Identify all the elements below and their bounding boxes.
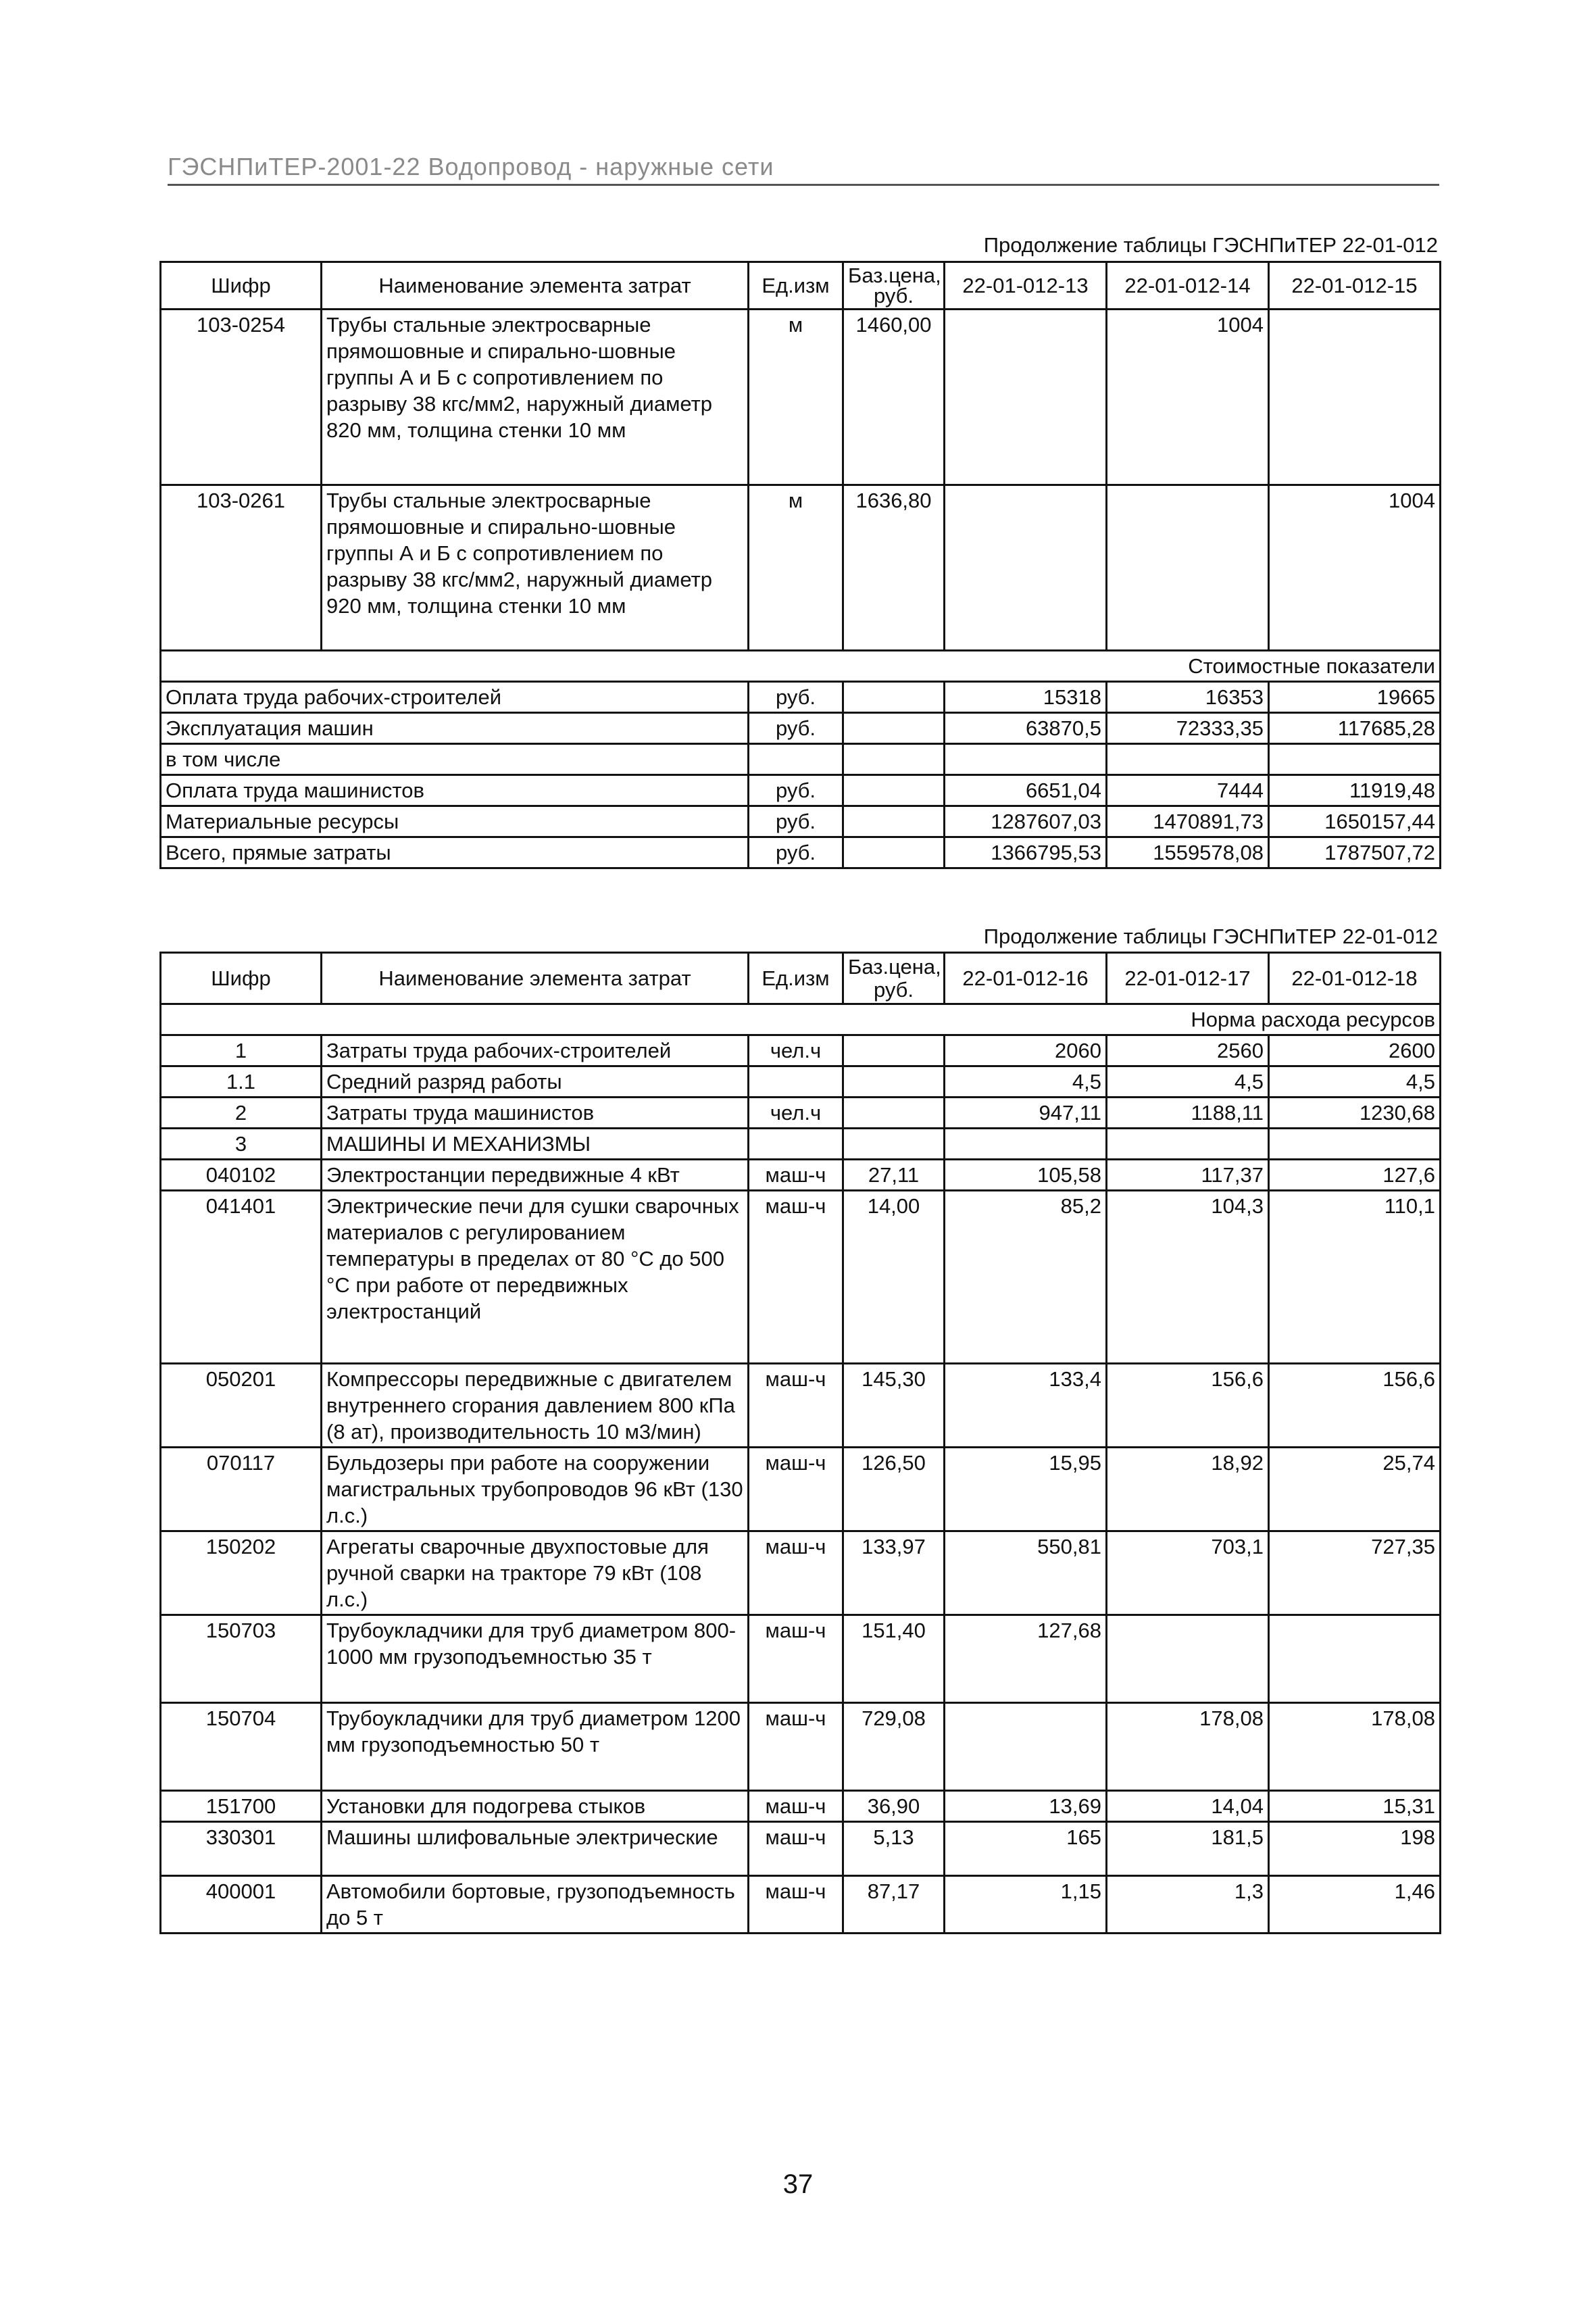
cost-price <box>843 713 945 744</box>
value-16 <box>945 1129 1107 1160</box>
value-14: 16353 <box>1107 682 1269 713</box>
col-header-unit: Ед.изм <box>749 262 843 310</box>
resource-name: Затраты труда машинистов <box>322 1098 749 1129</box>
value-18: 198 <box>1269 1822 1441 1876</box>
table1-caption: Продолжение таблицы ГЭСНПиТЕР 22-01-012 <box>983 233 1438 257</box>
value-15: 1650157,44 <box>1269 806 1441 837</box>
value-17: 104,3 <box>1107 1191 1269 1364</box>
value-16: 85,2 <box>945 1191 1107 1364</box>
value-14: 1559578,08 <box>1107 837 1269 868</box>
resource-code: 150704 <box>161 1703 322 1791</box>
value-16: 105,58 <box>945 1160 1107 1191</box>
value-17 <box>1107 1129 1269 1160</box>
resource-unit <box>749 1066 843 1098</box>
value-15: 1787507,72 <box>1269 837 1441 868</box>
col-header-22-01-012-16: 22-01-012-16 <box>945 953 1107 1004</box>
resource-code: 070117 <box>161 1448 322 1531</box>
col-header-22-01-012-17: 22-01-012-17 <box>1107 953 1269 1004</box>
value-17: 4,5 <box>1107 1066 1269 1098</box>
cost-unit <box>749 744 843 775</box>
cost-price <box>843 744 945 775</box>
value-18: 1230,68 <box>1269 1098 1441 1129</box>
value-17: 156,6 <box>1107 1364 1269 1448</box>
resource-name: Автомобили бортовые, грузоподъемность до 5 т <box>322 1876 749 1934</box>
value-15: 117685,28 <box>1269 713 1441 744</box>
resource-name: Установки для подогрева стыков <box>322 1791 749 1822</box>
resource-price: 5,13 <box>843 1822 945 1876</box>
resource-name: Трубы стальные электросварные прямошовные и спирально-шовные группы А и Б с сопротивлением по разрыву 38 кгс/мм2, наружный диаметр 920 мм, толщина стенки 10 мм <box>322 485 749 651</box>
resource-name: МАШИНЫ И МЕХАНИЗМЫ <box>322 1129 749 1160</box>
resource-price <box>843 1066 945 1098</box>
cost-price <box>843 682 945 713</box>
running-header: ГЭСНПиТЕР-2001-22 Водопровод - наружные сети <box>168 153 1439 186</box>
cost-unit: руб. <box>749 682 843 713</box>
resource-unit: чел.ч <box>749 1035 843 1066</box>
value-15: 1004 <box>1269 485 1441 651</box>
resource-name: Затраты труда рабочих-строителей <box>322 1035 749 1066</box>
resource-code: 1 <box>161 1035 322 1066</box>
table2-caption: Продолжение таблицы ГЭСНПиТЕР 22-01-012 <box>983 925 1438 948</box>
table-row <box>161 806 1441 837</box>
table-row <box>161 310 1441 485</box>
value-16: 133,4 <box>945 1364 1107 1448</box>
resource-price: 133,97 <box>843 1531 945 1615</box>
value-18: 4,5 <box>1269 1066 1441 1098</box>
value-14: 72333,35 <box>1107 713 1269 744</box>
resource-price: 1460,00 <box>843 310 945 485</box>
resource-price: 1636,80 <box>843 485 945 651</box>
value-14 <box>1107 485 1269 651</box>
value-17: 14,04 <box>1107 1791 1269 1822</box>
resource-unit: маш-ч <box>749 1615 843 1703</box>
table-row <box>161 744 1441 775</box>
cost-price <box>843 837 945 868</box>
resource-unit: чел.ч <box>749 1098 843 1129</box>
cost-price <box>843 775 945 806</box>
table-row <box>161 1876 1441 1934</box>
resource-code: 150703 <box>161 1615 322 1703</box>
value-16: 2060 <box>945 1035 1107 1066</box>
col-header-22-01-012-15: 22-01-012-15 <box>1269 262 1441 310</box>
page-number: 37 <box>782 2169 814 2199</box>
resource-code: 151700 <box>161 1791 322 1822</box>
resource-unit: маш-ч <box>749 1822 843 1876</box>
value-18: 727,35 <box>1269 1531 1441 1615</box>
cost-unit: руб. <box>749 806 843 837</box>
value-17: 181,5 <box>1107 1822 1269 1876</box>
resource-name: Компрессоры передвижные с двигателем внутреннего сгорания давлением 800 кПа (8 ат), производительность 10 м3/мин) <box>322 1364 749 1448</box>
value-13: 63870,5 <box>945 713 1107 744</box>
value-13: 1287607,03 <box>945 806 1107 837</box>
col-header-price: Баз.цена, руб. <box>843 953 945 1004</box>
col-header-unit: Ед.изм <box>749 953 843 1004</box>
cost-name: Эксплуатация машин <box>161 713 749 744</box>
table-row <box>161 837 1441 868</box>
value-16: 1,15 <box>945 1876 1107 1934</box>
value-15: 19665 <box>1269 682 1441 713</box>
cost-unit: руб. <box>749 837 843 868</box>
table-row <box>161 775 1441 806</box>
resource-name: Трубы стальные электросварные прямошовные и спирально-шовные группы А и Б с сопротивлением по разрыву 38 кгс/мм2, наружный диаметр 820 мм, толщина стенки 10 мм <box>322 310 749 485</box>
table-row <box>161 1129 1441 1160</box>
col-header-name: Наименование элемента затрат <box>322 953 749 1004</box>
value-14 <box>1107 744 1269 775</box>
value-16: 127,68 <box>945 1615 1107 1703</box>
value-18 <box>1269 1615 1441 1703</box>
cost-price <box>843 806 945 837</box>
resource-price: 27,11 <box>843 1160 945 1191</box>
cost-unit: руб. <box>749 713 843 744</box>
value-15: 11919,48 <box>1269 775 1441 806</box>
value-16: 15,95 <box>945 1448 1107 1531</box>
value-18: 127,6 <box>1269 1160 1441 1191</box>
cost-unit: руб. <box>749 775 843 806</box>
value-16: 13,69 <box>945 1791 1107 1822</box>
value-16: 165 <box>945 1822 1107 1876</box>
resource-price <box>843 1035 945 1066</box>
value-18: 178,08 <box>1269 1703 1441 1791</box>
resource-name: Электростанции передвижные 4 кВт <box>322 1160 749 1191</box>
table-row <box>161 1364 1441 1448</box>
resource-price: 87,17 <box>843 1876 945 1934</box>
resource-table-1 <box>159 261 1441 869</box>
cost-name: Материальные ресурсы <box>161 806 749 837</box>
value-16: 4,5 <box>945 1066 1107 1098</box>
table-row <box>161 485 1441 651</box>
table-row <box>161 1191 1441 1364</box>
value-18: 25,74 <box>1269 1448 1441 1531</box>
value-14: 7444 <box>1107 775 1269 806</box>
col-header-22-01-012-18: 22-01-012-18 <box>1269 953 1441 1004</box>
col-header-code: Шифр <box>161 953 322 1004</box>
value-18: 110,1 <box>1269 1191 1441 1364</box>
value-15 <box>1269 744 1441 775</box>
value-13 <box>945 310 1107 485</box>
col-header-22-01-012-13: 22-01-012-13 <box>945 262 1107 310</box>
table-row <box>161 1615 1441 1703</box>
resource-name: Средний разряд работы <box>322 1066 749 1098</box>
value-17: 2560 <box>1107 1035 1269 1066</box>
table-row <box>161 1098 1441 1129</box>
cost-name: в том числе <box>161 744 749 775</box>
resource-code: 150202 <box>161 1531 322 1615</box>
resource-code: 050201 <box>161 1364 322 1448</box>
col-header-price: Баз.цена, руб. <box>843 262 945 310</box>
table-row <box>161 1448 1441 1531</box>
col-header-22-01-012-14: 22-01-012-14 <box>1107 262 1269 310</box>
resource-code: 1.1 <box>161 1066 322 1098</box>
resource-name: Агрегаты сварочные двухпостовые для ручной сварки на тракторе 79 кВт (108 л.с.) <box>322 1531 749 1615</box>
resource-name: Машины шлифовальные электрические <box>322 1822 749 1876</box>
table-row <box>161 1531 1441 1615</box>
table-row <box>161 1160 1441 1191</box>
resource-price: 729,08 <box>843 1703 945 1791</box>
resource-price: 126,50 <box>843 1448 945 1531</box>
value-13 <box>945 744 1107 775</box>
resource-unit: м <box>749 485 843 651</box>
value-16: 550,81 <box>945 1531 1107 1615</box>
cost-name: Оплата труда рабочих-строителей <box>161 682 749 713</box>
resource-unit: маш-ч <box>749 1791 843 1822</box>
value-17 <box>1107 1615 1269 1703</box>
cost-name: Всего, прямые затраты <box>161 837 749 868</box>
resource-code: 400001 <box>161 1876 322 1934</box>
resource-unit: маш-ч <box>749 1160 843 1191</box>
resource-price <box>843 1098 945 1129</box>
value-17: 703,1 <box>1107 1531 1269 1615</box>
resource-name: Электрические печи для сушки сварочных материалов с регулированием температуры в пределах от 80 °С до 500 °С при работе от передвижных электростанций <box>322 1191 749 1364</box>
resource-code: 3 <box>161 1129 322 1160</box>
value-17: 18,92 <box>1107 1448 1269 1531</box>
resource-price: 151,40 <box>843 1615 945 1703</box>
section-label-norm: Норма расхода ресурсов <box>161 1004 1441 1035</box>
value-13: 1366795,53 <box>945 837 1107 868</box>
value-14: 1004 <box>1107 310 1269 485</box>
resource-code: 2 <box>161 1098 322 1129</box>
table-row <box>161 713 1441 744</box>
resource-name: Трубоукладчики для труб диаметром 1200 мм грузоподъемностью 50 т <box>322 1703 749 1791</box>
table-row <box>161 1791 1441 1822</box>
value-17: 1188,11 <box>1107 1098 1269 1129</box>
resource-unit <box>749 1129 843 1160</box>
col-header-code: Шифр <box>161 262 322 310</box>
resource-price <box>843 1129 945 1160</box>
value-14: 1470891,73 <box>1107 806 1269 837</box>
value-15 <box>1269 310 1441 485</box>
value-18: 2600 <box>1269 1035 1441 1066</box>
value-18: 156,6 <box>1269 1364 1441 1448</box>
resource-unit: маш-ч <box>749 1703 843 1791</box>
value-13 <box>945 485 1107 651</box>
value-17: 1,3 <box>1107 1876 1269 1934</box>
resource-price: 14,00 <box>843 1191 945 1364</box>
resource-unit: маш-ч <box>749 1448 843 1531</box>
cost-name: Оплата труда машинистов <box>161 775 749 806</box>
value-18 <box>1269 1129 1441 1160</box>
resource-unit: маш-ч <box>749 1364 843 1448</box>
value-17: 178,08 <box>1107 1703 1269 1791</box>
value-18: 15,31 <box>1269 1791 1441 1822</box>
value-13: 6651,04 <box>945 775 1107 806</box>
resource-code: 330301 <box>161 1822 322 1876</box>
table-row <box>161 682 1441 713</box>
resource-code: 041401 <box>161 1191 322 1364</box>
resource-code: 040102 <box>161 1160 322 1191</box>
value-16 <box>945 1703 1107 1791</box>
table-row <box>161 1066 1441 1098</box>
value-18: 1,46 <box>1269 1876 1441 1934</box>
resource-unit: м <box>749 310 843 485</box>
resource-price: 36,90 <box>843 1791 945 1822</box>
value-17: 117,37 <box>1107 1160 1269 1191</box>
resource-code: 103-0261 <box>161 485 322 651</box>
col-header-name: Наименование элемента затрат <box>322 262 749 310</box>
resource-unit: маш-ч <box>749 1191 843 1364</box>
resource-code: 103-0254 <box>161 310 322 485</box>
resource-unit: маш-ч <box>749 1876 843 1934</box>
value-13: 15318 <box>945 682 1107 713</box>
resource-price: 145,30 <box>843 1364 945 1448</box>
resource-table-2 <box>159 952 1441 1934</box>
table-row <box>161 1703 1441 1791</box>
resource-unit: маш-ч <box>749 1531 843 1615</box>
table-row <box>161 1035 1441 1066</box>
value-16: 947,11 <box>945 1098 1107 1129</box>
resource-name: Бульдозеры при работе на сооружении магистральных трубопроводов 96 кВт (130 л.с.) <box>322 1448 749 1531</box>
table-row <box>161 1822 1441 1876</box>
resource-name: Трубоукладчики для труб диаметром 800-1000 мм грузоподъемностью 35 т <box>322 1615 749 1703</box>
section-label-cost: Стоимостные показатели <box>161 651 1441 682</box>
